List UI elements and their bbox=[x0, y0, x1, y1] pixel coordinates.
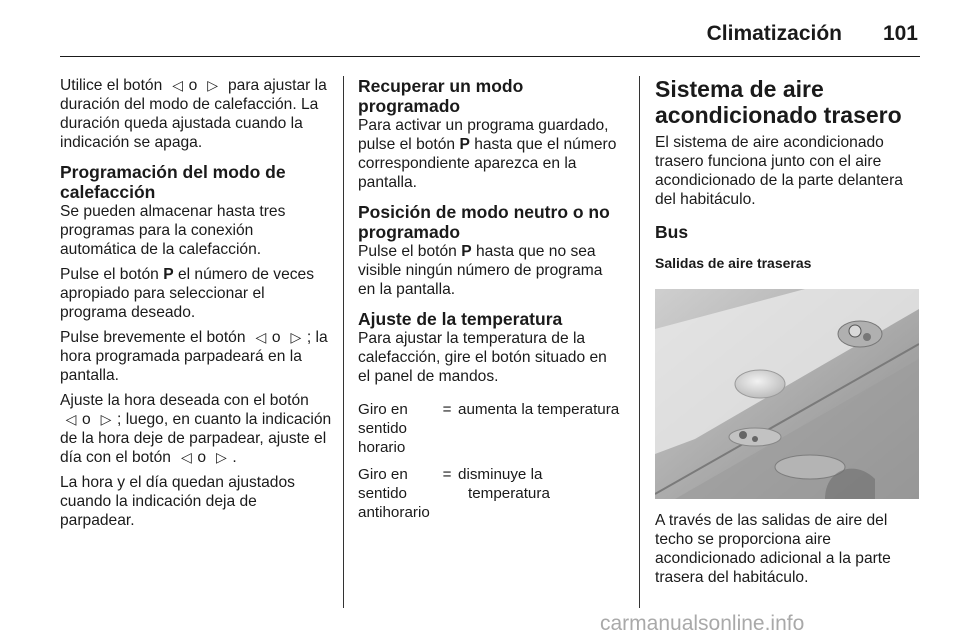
triangle-right-icon: ▷ bbox=[215, 449, 227, 465]
column-divider bbox=[639, 76, 640, 608]
column-middle bbox=[358, 76, 622, 522]
heading-recuperar: Recuperar un modo programado bbox=[358, 76, 524, 116]
triangle-right-icon: ▷ bbox=[100, 411, 112, 427]
paragraph: A través de las salidas de aire del techo se proporciona aire acondicionado adicional a la parte trasera del habitáculo. bbox=[655, 512, 891, 586]
page-header bbox=[60, 14, 920, 57]
definition-row bbox=[358, 465, 622, 522]
paragraph: El sistema de aire acondicionado trasero funciona junto con el aire acondicionado de la parte delantera del habitáculo. bbox=[655, 134, 903, 208]
watermark: carmanualsonline.info bbox=[600, 612, 805, 635]
column-right bbox=[655, 76, 923, 593]
paragraph: Ajuste la hora deseada con el botón ◁ o ▷ ; luego, en cuanto la indicación de la hora deje de parpadear, ajuste el día con el botón ◁ o ▷ . bbox=[60, 392, 332, 466]
definition-equals: = bbox=[442, 466, 452, 483]
section-title: Climatización bbox=[706, 22, 842, 45]
heading-programacion: Programación del modo de calefacción bbox=[60, 162, 286, 202]
heading-bus: Bus bbox=[655, 222, 689, 242]
definition-term: Giro en sentido horario bbox=[358, 401, 408, 456]
paragraph: Pulse el botón P hasta que no sea visible ningún número de programa en la pantalla. bbox=[358, 243, 603, 298]
paragraph: Pulse brevemente el botón ◁ o ▷ ; la hora programada parpadeará en la pantalla. bbox=[60, 329, 328, 384]
heading-neutro: Posición de modo neutro o no programado bbox=[358, 202, 610, 242]
definition-term: Giro en sentido antihorario bbox=[358, 466, 430, 521]
definition-equals: = bbox=[442, 401, 452, 418]
paragraph: La hora y el día quedan ajustados cuando la indicación deja de parpadear. bbox=[60, 474, 295, 529]
heading-salidas: Salidas de aire traseras bbox=[655, 255, 812, 271]
heading-temperatura: Ajuste de la temperatura bbox=[358, 309, 563, 329]
triangle-left-icon: ◁ bbox=[255, 329, 267, 345]
definition-value: disminuye la temperatura bbox=[458, 466, 550, 502]
triangle-right-icon: ▷ bbox=[290, 329, 302, 345]
paragraph: Utilice el botón ◁ o ▷ para ajustar la duración del modo de calefacción. La duración queda ajustada cuando la indicación se apaga. bbox=[60, 77, 327, 151]
rear-air-vents-photo bbox=[655, 289, 919, 499]
column-divider bbox=[343, 76, 344, 608]
definition-value: aumenta la temperatura bbox=[458, 401, 620, 418]
paragraph: Para ajustar la temperatura de la calefacción, gire el botón situado en el panel de mandos. bbox=[358, 330, 607, 385]
definition-row bbox=[358, 400, 622, 457]
paragraph: Para activar un programa guardado, pulse el botón P hasta que el número correspondiente aparezca en la pantalla. bbox=[358, 117, 617, 191]
triangle-right-icon: ▷ bbox=[207, 77, 219, 93]
triangle-left-icon: ◁ bbox=[180, 449, 192, 465]
column-left bbox=[60, 76, 332, 536]
paragraph: Pulse el botón P el número de veces apropiado para seleccionar el programa deseado. bbox=[60, 266, 315, 321]
heading-sistema: Sistema de aire acondicionado trasero bbox=[655, 76, 902, 128]
page-number: 101 bbox=[882, 22, 918, 45]
triangle-left-icon: ◁ bbox=[65, 411, 77, 427]
paragraph: Se pueden almacenar hasta tres programas para la conexión automática de la calefacción. bbox=[60, 203, 286, 258]
triangle-left-icon: ◁ bbox=[172, 77, 184, 93]
